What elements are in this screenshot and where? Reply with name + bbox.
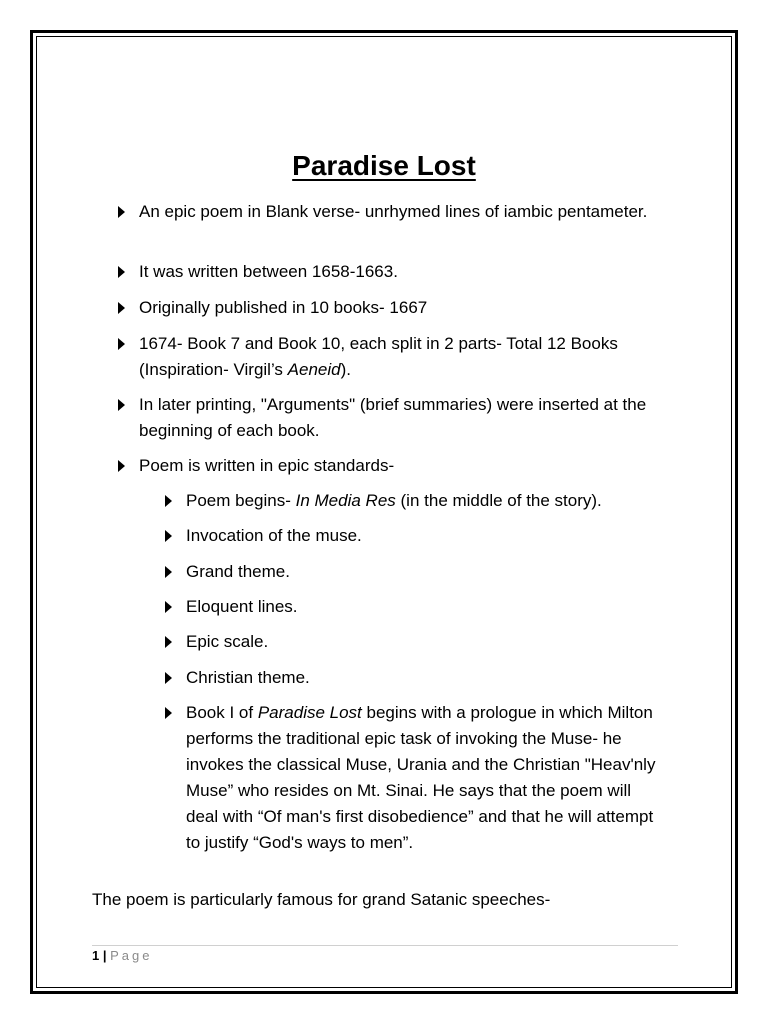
sub-bullet-item — [186, 523, 666, 549]
triangle-right-icon — [165, 495, 172, 507]
sub-bullet-text: Epic scale. — [186, 632, 269, 651]
triangle-right-icon — [118, 266, 125, 278]
bullet-item — [139, 453, 679, 479]
triangle-right-icon — [165, 672, 172, 684]
bullet-text: An epic poem in Blank verse- unrhymed lines of iambic pentameter. — [139, 202, 648, 221]
triangle-right-icon — [118, 206, 125, 218]
triangle-right-icon — [165, 566, 172, 578]
triangle-right-icon — [165, 601, 172, 613]
bullet-item — [139, 295, 679, 321]
sub-bullet-item — [186, 488, 666, 514]
bullet-text: It was written between 1658-1663. — [139, 262, 398, 281]
bullet-text: In later printing, "Arguments" (brief summaries) were inserted at the beginning of each book. — [139, 395, 647, 440]
triangle-right-icon — [118, 460, 125, 472]
closing-paragraph: The poem is particularly famous for grand Satanic speeches- — [92, 890, 551, 909]
page-footer — [92, 947, 153, 965]
triangle-right-icon — [165, 530, 172, 542]
sub-bullet-item — [186, 559, 666, 585]
triangle-right-icon — [118, 302, 125, 314]
bullet-item — [139, 392, 679, 444]
sub-bullet-text: Christian theme. — [186, 668, 310, 687]
bullet-text: Poem is written in epic standards- — [139, 456, 395, 475]
sub-bullet-text: Grand theme. — [186, 562, 290, 581]
footer-divider — [92, 945, 678, 946]
sub-bullet-text: Invocation of the muse. — [186, 526, 362, 545]
sub-bullet-item — [186, 665, 666, 691]
page-label: Page — [110, 948, 153, 963]
sub-bullet-item — [186, 629, 666, 655]
page-number: 1 — [92, 948, 100, 963]
bullet-item — [139, 331, 679, 383]
triangle-right-icon — [118, 338, 125, 350]
sub-bullet-text: Book I of Paradise Lost begins with a prologue in which Milton performs the traditional epic task of invoking the Muse- he invokes the classical Muse, Urania and the Christian "Heav'nly Muse” who resides on Mt. Sinai. He says that the poem will deal with “Of man's first disobedience” and that he will attempt to justify “God's ways to men”. — [186, 703, 656, 852]
triangle-right-icon — [118, 399, 125, 411]
sub-bullet-item — [186, 594, 666, 620]
sub-bullet-item — [186, 700, 666, 856]
bullet-text: 1674- Book 7 and Book 10, each split in 2 parts- Total 12 Books (Inspiration- Virgil’s Aeneid). — [139, 334, 618, 379]
sub-bullet-text: Poem begins- In Media Res (in the middle of the story). — [186, 491, 602, 510]
document-title: Paradise Lost — [292, 150, 476, 181]
bullet-text: Originally published in 10 books- 1667 — [139, 298, 428, 317]
triangle-right-icon — [165, 707, 172, 719]
triangle-right-icon — [165, 636, 172, 648]
footer-separator: | — [102, 948, 107, 963]
sub-bullet-text: Eloquent lines. — [186, 597, 298, 616]
bullet-item — [139, 199, 679, 225]
bullet-item — [139, 259, 679, 285]
